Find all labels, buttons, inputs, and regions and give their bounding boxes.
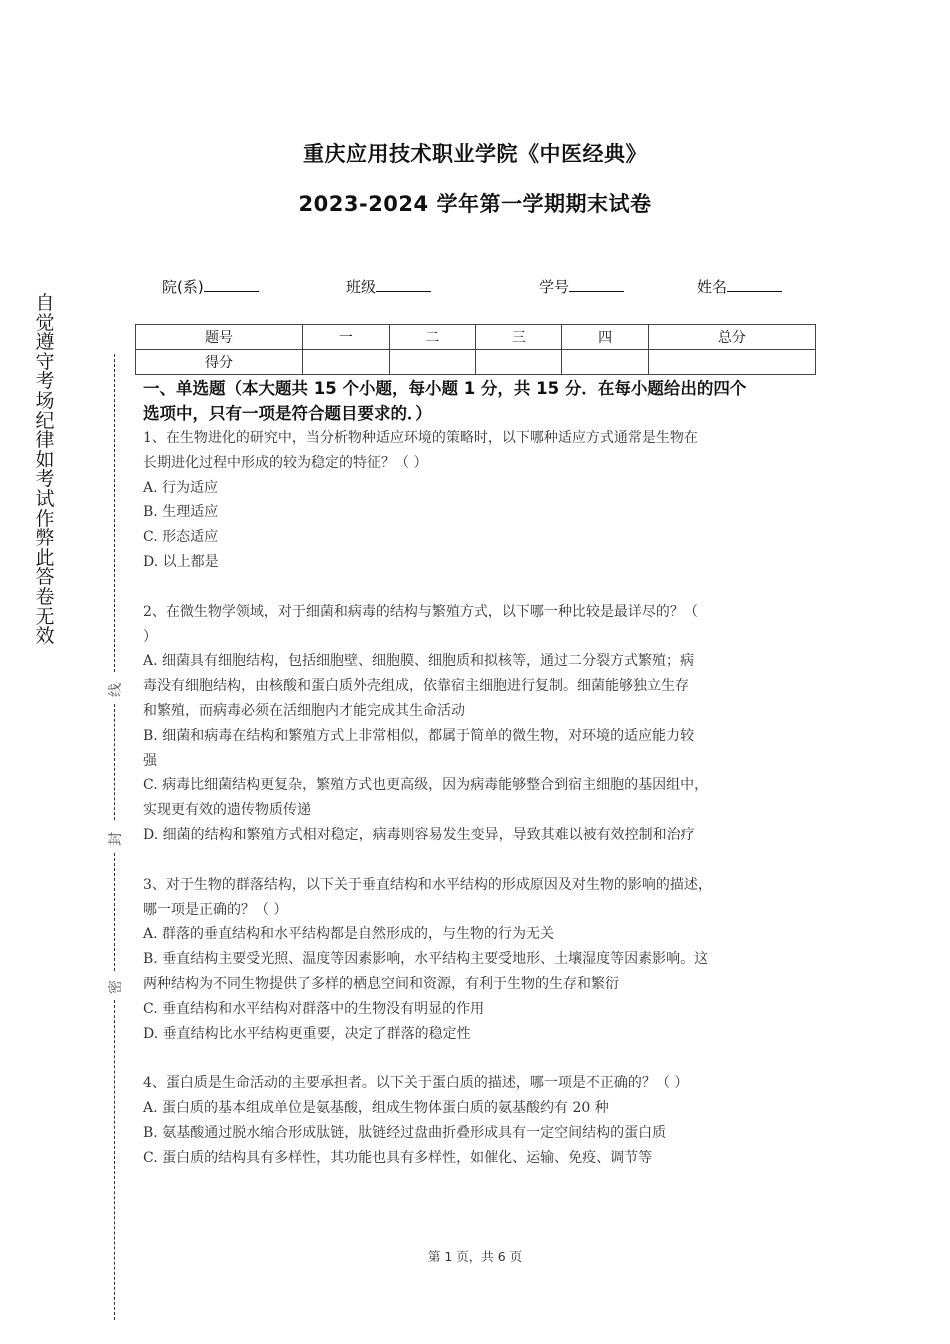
- name-blank[interactable]: [727, 276, 782, 292]
- name-field[interactable]: [697, 276, 782, 297]
- table-cell: 二: [389, 325, 475, 350]
- question-1: [143, 426, 819, 575]
- class-field[interactable]: [346, 276, 431, 297]
- score-cell[interactable]: [389, 350, 475, 375]
- option-d[interactable]: [143, 1022, 819, 1047]
- section-heading: [143, 376, 819, 426]
- student-id-label: 学号: [539, 278, 570, 296]
- option-text: B. 垂直结构主要受光照、温度等因素影响，水平结构主要受地形、土壤湿度等因素影响。这: [143, 951, 709, 968]
- student-info-row: [0, 276, 950, 298]
- department-blank[interactable]: [204, 276, 259, 292]
- option-c[interactable]: [143, 773, 819, 823]
- score-table-score-row: [136, 350, 816, 375]
- student-id-blank[interactable]: [569, 276, 624, 292]
- option-c[interactable]: [143, 997, 819, 1022]
- student-id-field[interactable]: [539, 276, 624, 297]
- notice-char: 卷: [35, 585, 55, 608]
- question-stem: 1、在生物进化的研究中，当分析物种适应环境的策略时，以下哪种适应方式通常是生物在: [143, 430, 698, 446]
- question-2: [143, 600, 819, 848]
- question-stem: ）: [143, 628, 157, 645]
- notice-char: 效: [35, 625, 55, 648]
- notice-char: 律: [35, 429, 55, 452]
- table-cell: 一: [303, 325, 389, 350]
- option-text: 毒没有细胞结构，由核酸和蛋白质外壳组成，依靠宿主细胞进行复制。细菌能够独立生存: [143, 678, 689, 695]
- score-cell[interactable]: [303, 350, 389, 375]
- score-cell[interactable]: [648, 350, 815, 375]
- table-cell: 得分: [136, 350, 303, 375]
- table-cell: 三: [475, 325, 561, 350]
- notice-char: 弊: [35, 527, 55, 550]
- class-blank[interactable]: [376, 276, 431, 292]
- notice-char: 如: [35, 448, 55, 471]
- page-indicator: 第 1 页，共 6 页: [427, 1249, 523, 1264]
- option-b[interactable]: B. 生理适应: [143, 504, 219, 521]
- option-text: A. 细菌具有细胞结构，包括细胞壁、细胞膜、细胞质和拟核等，通过二分裂方式繁殖；病: [143, 653, 695, 670]
- option-a[interactable]: [143, 649, 819, 723]
- question-stem: 2、在微生物学领域，对于细菌和病毒的结构与繁殖方式，以下哪一种比较是最详尽的？（: [143, 603, 698, 620]
- seal-mark-line: 线: [108, 683, 124, 697]
- score-cell[interactable]: [562, 350, 648, 375]
- option-d[interactable]: D. 以上都是: [143, 553, 219, 570]
- binding-dashed-line: [114, 1000, 115, 1320]
- notice-char: 守: [35, 350, 55, 373]
- department-field[interactable]: [162, 276, 259, 297]
- binding-dashed-line: [114, 354, 115, 672]
- table-cell: 总分: [648, 325, 815, 350]
- option-text: B. 细菌和病毒在结构和繁殖方式上非常相似，都属于简单的微生物，对环境的适应能力较: [143, 727, 695, 744]
- notice-char: 场: [35, 389, 55, 412]
- option-d[interactable]: [143, 823, 819, 848]
- binding-dashed-line: [114, 704, 115, 820]
- department-label: 院(系): [162, 278, 204, 296]
- exam-discipline-notice: [30, 294, 60, 647]
- score-cell[interactable]: [475, 350, 561, 375]
- notice-char: 觉: [35, 311, 55, 334]
- class-label: 班级: [346, 278, 377, 296]
- notice-char: 答: [35, 566, 55, 589]
- option-c[interactable]: C. 形态适应: [143, 529, 219, 546]
- option-text: C. 病毒比细菌结构更复杂，繁殖方式也更高级，因为病毒能够整合到宿主细胞的基因组中，: [143, 777, 709, 794]
- exam-subtitle: 2023-2024 学年第一学期期末试卷: [298, 192, 652, 216]
- section-heading-line: 一、单选题（本大题共 15 个小题，每小题 1 分，共 15 分．在每小题给出的四个: [143, 379, 747, 398]
- option-b[interactable]: B. 氨基酸通过脱水缩合形成肽链，肽链经过盘曲折叠形成具有一定空间结构的蛋白质: [143, 1124, 667, 1141]
- notice-char: 无: [35, 605, 55, 628]
- option-text: 实现更有效的遗传物质传递: [143, 802, 311, 819]
- question-stem: 4、蛋白质是生命活动的主要承担者。以下关于蛋白质的描述，哪一项是不正确的？（ ）: [143, 1075, 689, 1092]
- question-4: [143, 1071, 819, 1170]
- seal-mark-close: 密: [108, 980, 124, 994]
- option-c[interactable]: C. 蛋白质的结构具有多样性，其功能也具有多样性，如催化、运输、免疫、调节等: [143, 1149, 653, 1166]
- seal-mark-seal: 封: [108, 832, 124, 846]
- option-text: C. 垂直结构和水平结构对群落中的生物没有明显的作用: [143, 1000, 485, 1017]
- score-table-header-row: [136, 325, 816, 350]
- option-text: A. 群落的垂直结构和水平结构都是自然形成的，与生物的行为无关: [143, 926, 555, 943]
- question-stem: 哪一项是正确的？（ ）: [143, 901, 288, 918]
- name-label: 姓名: [697, 278, 728, 296]
- notice-char: 考: [35, 370, 55, 393]
- notice-char: 考: [35, 468, 55, 491]
- option-b[interactable]: [143, 724, 819, 774]
- option-a[interactable]: [143, 922, 819, 947]
- question-3: [143, 873, 819, 1047]
- notice-char: 自: [35, 292, 55, 314]
- question-stem: 3、对于生物的群落结构，以下关于垂直结构和水平结构的形成原因及对生物的影响的描述，: [143, 876, 712, 893]
- score-table: [135, 324, 816, 375]
- option-a[interactable]: A. 蛋白质的基本组成单位是氨基酸，组成生物体蛋白质的氨基酸约有 20 种: [143, 1100, 609, 1117]
- notice-char: 作: [35, 507, 55, 530]
- option-a[interactable]: A. 行为适应: [143, 479, 219, 496]
- option-text: D. 细菌的结构和繁殖方式相对稳定，病毒则容易发生变异，导致其难以被有效控制和治疗: [143, 826, 695, 843]
- option-text: D. 垂直结构比水平结构更重要，决定了群落的稳定性: [143, 1025, 471, 1042]
- binding-dashed-line: [114, 853, 115, 971]
- option-text: 和繁殖，而病毒必须在活细胞内才能完成其生命活动: [143, 702, 465, 719]
- section-heading-line: 选项中，只有一项是符合题目要求的．）: [143, 404, 432, 423]
- exam-title: 重庆应用技术职业学院《中医经典》: [303, 142, 647, 166]
- notice-char: 此: [35, 546, 55, 569]
- table-cell: 题号: [136, 325, 303, 350]
- table-cell: 四: [562, 325, 648, 350]
- question-stem: 长期进化过程中形成的较为稳定的特征？（ ）: [143, 454, 428, 471]
- notice-char: 纪: [35, 409, 55, 432]
- exam-content: [143, 376, 819, 1171]
- option-b[interactable]: [143, 947, 819, 997]
- option-text: 强: [143, 752, 157, 769]
- option-text: 两种结构为不同生物提供了多样的栖息空间和资源，有利于生物的生存和繁衍: [143, 975, 619, 992]
- notice-char: 遵: [35, 331, 55, 354]
- notice-char: 试: [35, 487, 55, 510]
